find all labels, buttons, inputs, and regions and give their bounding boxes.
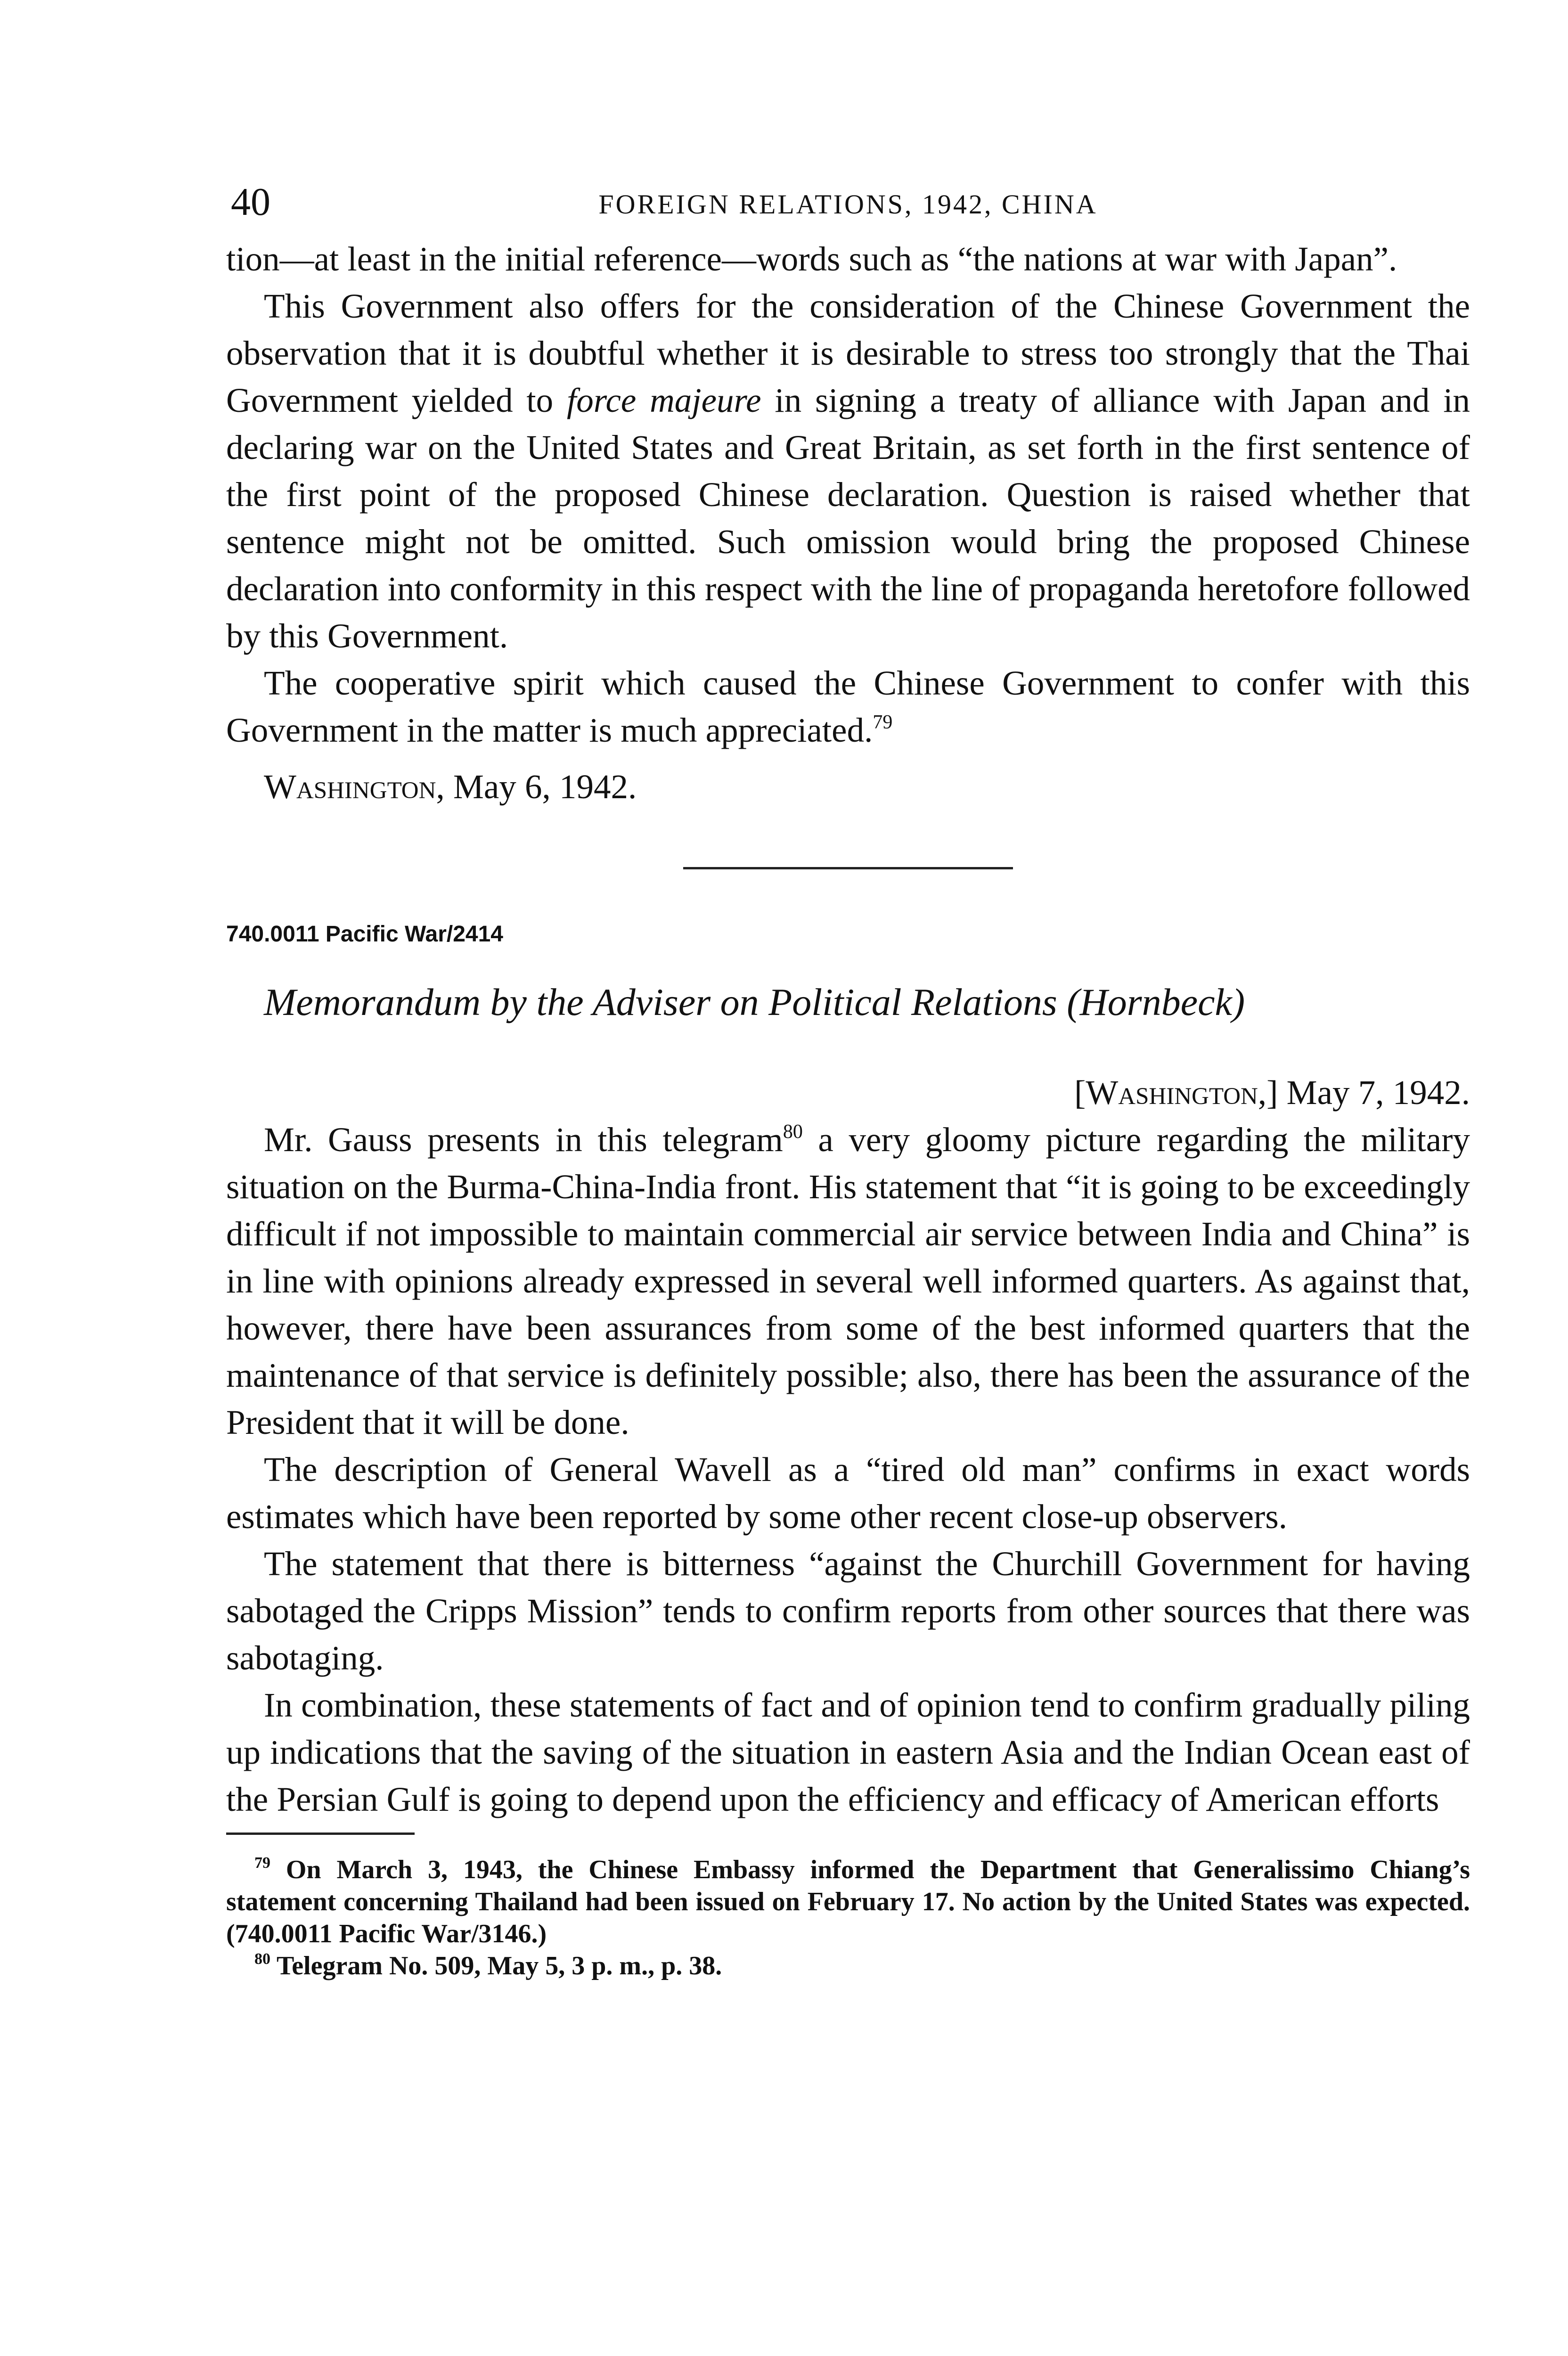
- footnote-ref: 79: [873, 712, 893, 733]
- paragraph-churchill: The statement that there is bitterness “against the Churchill Government for having sabotaged the Cripps Mission” tends to confirm reports from other sources that there was sabotaging.: [226, 1545, 1470, 1677]
- footnote-text: Telegram No. 509, May 5, 3 p. m., p. 38.: [270, 1951, 722, 1980]
- file-reference: 740.0011 Pacific War/2414: [226, 922, 503, 947]
- footnote-79: [226, 1854, 1470, 1950]
- footnote-marker: 79: [254, 1854, 270, 1872]
- paragraph-continuation: tion—at least in the initial reference—words such as “the nations at war with Japan”.: [226, 240, 1397, 278]
- footnote-80: [226, 1950, 1470, 1982]
- page-header: [226, 179, 1470, 236]
- dateline: [226, 1069, 1470, 1116]
- document-page: [226, 179, 1470, 1982]
- paragraph-text: This Government also offers for the consideration of the Chinese Government the observation that it is doubtful whether it is desirable to stress too strongly that the Thai Government yielded to: [226, 287, 1470, 419]
- signoff: [226, 763, 1470, 810]
- paragraph-wavell: The description of General Wavell as a “tired old man” confirms in exact words estimates which have been reported by some other recent close-up observers.: [226, 1450, 1470, 1536]
- footnote-text: On March 3, 1943, the Chinese Embassy informed the Department that Generalissimo Chiang’s statement concerning Thailand had been issued on February 17. No action by the United States was expected. (740.0011 Pacific War/3146.): [226, 1855, 1470, 1948]
- footnote-marker: 80: [254, 1950, 270, 1968]
- paragraph-text: The cooperative spirit which caused the Chinese Government to confer with this Government in the matter is much appreciated.: [226, 664, 1470, 749]
- paragraph-text: in signing a treaty of alliance with Japan and in declaring war on the United States and Great Britain, as set forth in the first sentence of the first point of the proposed Chinese declaration. Question is raised whether that sentence might not be omitted. Such omission would bring the proposed Chinese declaration into conformity in this respect with the line of propaganda heretofore followed by this Government.: [226, 381, 1470, 655]
- signoff-place: Washington,: [264, 768, 445, 806]
- dateline-place: Washington,: [1086, 1073, 1267, 1112]
- paragraph-text: a very gloomy picture regarding the military situation on the Burma-China-India front. His statement that “it is going to be exceedingly difficult if not impossible to maintain commercial air service between India and China” is in line with opinions already expressed in several well informed quarters. As against that, however, there have been assurances from some of the best informed quarters that the maintenance of that service is definitely possible; also, there has been the assurance of the President that it will be done.: [226, 1121, 1470, 1441]
- page-number: 40: [231, 180, 270, 224]
- paragraph-gauss-telegram: [226, 1116, 1470, 1446]
- signoff-date: May 6, 1942.: [444, 768, 637, 806]
- footnote-ref: 80: [783, 1121, 803, 1143]
- paragraph-combination: In combination, these statements of fact and of opinion tend to confirm gradually piling up indications that the saving of the situation in eastern Asia and the Indian Ocean east of the Persian Gulf is going to depend upon the efficiency and efficacy of American efforts: [226, 1686, 1470, 1818]
- italic-phrase: force majeure: [566, 381, 761, 419]
- paragraph-text: Mr. Gauss presents in this telegram: [264, 1121, 783, 1159]
- footnote-divider: [226, 1832, 415, 1835]
- section-divider: [683, 867, 1013, 869]
- footnotes: [226, 1854, 1470, 1982]
- paragraph-cooperative-spirit: [226, 660, 1470, 754]
- running-title: FOREIGN RELATIONS, 1942, CHINA: [598, 189, 1098, 220]
- paragraph-thai-government: [226, 283, 1470, 660]
- dateline-date: ] May 7, 1942.: [1266, 1073, 1470, 1112]
- document-title: Memorandum by the Adviser on Political Relations (Hornbeck): [264, 981, 1245, 1023]
- dateline-bracket: [: [1074, 1073, 1086, 1112]
